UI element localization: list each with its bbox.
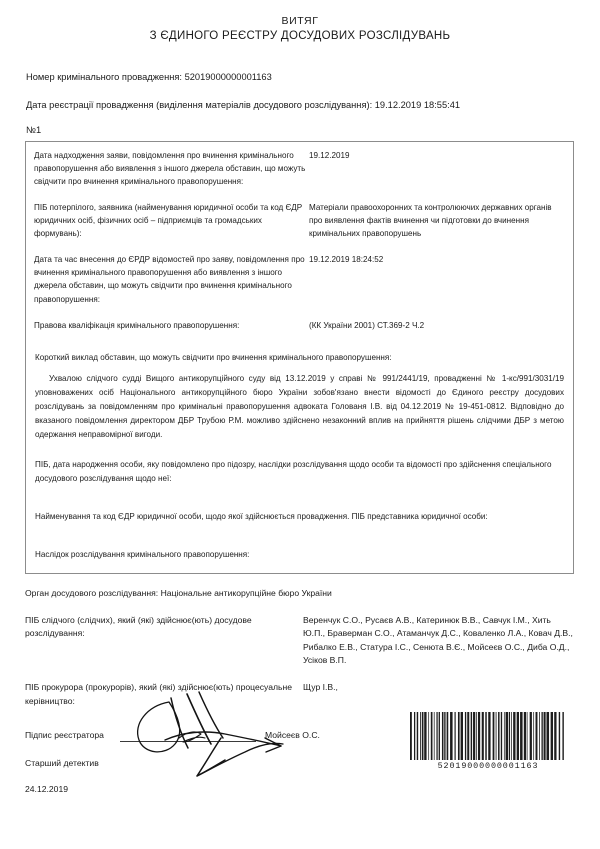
row-value: 19.12.2019 18:24:52	[309, 255, 384, 265]
case-number-line: Номер кримінального провадження: 52019000000001163	[26, 71, 272, 82]
document-title-secondary: З ЄДИНОГО РЕЄСТРУ ДОСУДОВИХ РОЗСЛІДУВАНЬ	[149, 30, 451, 43]
table-row	[26, 142, 573, 194]
row-value: Матеріали правоохоронних та контролюючих державних органів про виявлення фактів вчинення чи підготовки до вчинення кримінальних правопорушень	[309, 202, 552, 239]
registrar-signature-label: Підпис реєстратора	[25, 730, 104, 741]
document-date: 24.12.2019	[25, 784, 69, 795]
intro-section	[26, 71, 574, 113]
row-label: Дата надходження заяви, повідомлення про вчинення кримінального правопорушення або виявлення з іншого джерела обставин, що можуть свідчити про вчинення кримінального правопорушення:	[34, 150, 306, 186]
prosecutor-label: ПІБ прокурора (прокурорів), який (які) здійснює(ють) процесуальне керівництво:	[25, 682, 293, 706]
prosecutor-value: Щур І.В.,	[303, 682, 338, 693]
table-row	[26, 246, 573, 311]
row-label: Правова кваліфікація кримінального правопорушення:	[34, 320, 240, 330]
investigators-label: ПІБ слідчого (слідчих), який (які) здійснює(ють) досудове розслідування:	[25, 615, 252, 639]
legal-entity-heading: Найменування та код ЄДР юридичної особи, щодо якої здійснюється провадження. ПІБ представника юридичної особи:	[35, 511, 488, 521]
row-label: ПІБ потерпілого, заявника (найменування юридичної особи та код ЄДР юридичних осіб, фізичних осіб – підприємців та громадських формувань):	[34, 202, 303, 239]
summary-text: Ухвалою слідчого судді Вищого антикорупційного суду від 13.12.2019 у справі № 991/2441/19, провадженні № 1-кс/991/3031/19 уповноважених осіб Національного антикорупційного бюро України зобов'язано внести відомості до Єдиного реєстру досудових розслідувань за повідомленням про кримінальні правопорушення адвоката Голованя І.В. від 04.12.2019 № 19-451-0812. Відповідно до вказаного повідомлення директором ДБР Трубою Р.М. можливо здійснено незаконний вплив на прийняття рішень слідчими ДБР з метою одержання неправомірної вигоди.	[35, 373, 564, 439]
outcome-label: Наслідок розслідування кримінального правопорушення:	[35, 549, 250, 559]
document-title-primary: ВИТЯГ	[281, 15, 319, 27]
investigators-value: Веренчук С.О., Русаєв А.В., Катеринюк В.В., Савчук І.М., Хить Ю.П., Браверман С.О., Атаманчук Д.С., Коваленко Л.А., Ковач Д.В., Рибалко Е.В., Статура І.С., Сенюта В.Є., Мойсеєв О.С., Диба О.Д., Усіков В.П.	[303, 615, 573, 666]
barcode-icon	[408, 712, 568, 760]
investigators-row	[25, 614, 574, 667]
barcode-value: 52019000000001163	[437, 761, 539, 771]
investigation-body-line: Орган досудового розслідування: Національне антикорупційне бюро України	[25, 587, 332, 598]
row-value: 19.12.2019	[309, 150, 350, 160]
signature-rule	[120, 741, 256, 742]
registration-date-line: Дата реєстрації провадження (виділення матеріалів досудового розслідування): 19.12.2019 18:55:41	[26, 99, 461, 110]
summary-heading-row	[26, 344, 573, 370]
prosecutor-row	[25, 681, 574, 708]
document-header	[0, 0, 600, 45]
row-value: (КК України 2001) СТ.369-2 Ч.2	[309, 320, 425, 330]
summary-heading: Короткий виклад обставин, що можуть свідчити про вчинення кримінального правопорушення:	[35, 352, 392, 362]
barcode	[408, 712, 568, 771]
summary-body-row	[26, 370, 573, 452]
suspect-heading-row	[26, 451, 573, 490]
table-row	[26, 194, 573, 246]
suspect-heading: ПІБ, дата народження особи, яку повідомлено про підозру, наслідки розслідування щодо особи та відомості про здійснення спеціального досудового розслідування щодо неї:	[35, 460, 552, 483]
registrar-role: Старший детектив	[25, 758, 99, 769]
details-table	[25, 141, 574, 574]
registrar-name: Мойсеєв О.С.	[265, 730, 320, 741]
outcome-row	[26, 541, 573, 567]
row-label: Дата та час внесення до ЄРДР відомостей про заяву, повідомлення про вчинення кримінального правопорушення або виявлення з іншого джерела обставин, що можуть свідчити про вчинення кримінального правопорушення:	[34, 255, 305, 304]
table-row	[26, 312, 573, 338]
record-number-label: №1	[26, 124, 42, 135]
legal-entity-heading-row	[26, 503, 573, 529]
